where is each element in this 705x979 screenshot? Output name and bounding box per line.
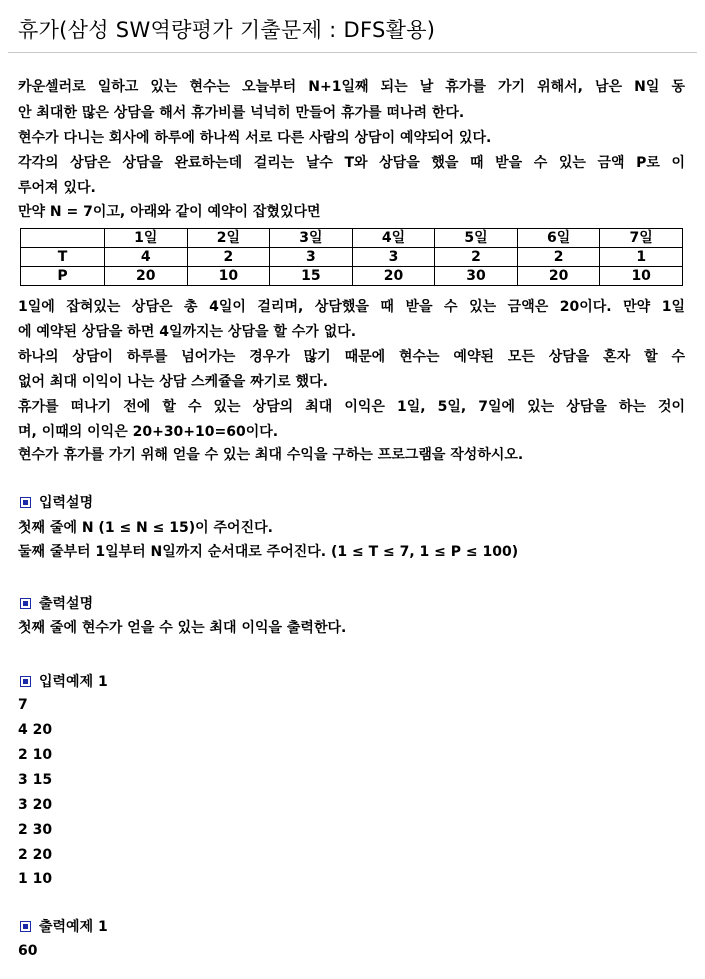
input-example-line: 2 20 — [18, 847, 53, 863]
explanation-line5: 휴가를 떠나기 전에 할 수 있는 상담의 최대 이익은 1일, 5일, 7일에 있는 상담을 하는 것이 — [18, 399, 685, 415]
table-cell: 3 — [270, 248, 353, 267]
title-divider — [8, 52, 697, 53]
table-cell: 10 — [187, 267, 270, 286]
description-para2: 현수가 다니는 회사에 하루에 하나씩 서로 다른 사람의 상담이 예약되어 있다. — [18, 130, 492, 146]
explanation-line6: 며, 이때의 이익은 20+30+10=60이다. — [18, 424, 279, 440]
description-para3-line1: 각각의 상담은 상담을 완료하는데 걸리는 날수 T와 상담을 했을 때 받을 수 있는 금액 P로 이 — [18, 155, 685, 171]
table-cell: 2 — [187, 248, 270, 267]
table-cell: 15 — [270, 267, 353, 286]
output-description-line1: 첫째 줄에 현수가 얻을 수 있는 최대 이익을 출력한다. — [18, 620, 347, 636]
table-cell: 2 — [517, 248, 600, 267]
input-description-line1: 첫째 줄에 N (1 ≤ N ≤ 15)이 주어진다. — [18, 520, 273, 536]
section-square-icon — [20, 598, 31, 609]
output-example-heading-label: 출력예제 1 — [39, 919, 108, 935]
explanation-line7: 현수가 휴가를 가기 위해 얻을 수 있는 최대 수익을 구하는 프로그램을 작성하시오. — [18, 447, 524, 463]
table-row-p — [21, 267, 683, 286]
table-day-header: 5일 — [435, 229, 518, 248]
explanation-line1: 1일에 잡혀있는 상담은 총 4일이 걸리며, 상담했을 때 받을 수 있는 금액은 20이다. 만약 1일 — [18, 299, 685, 315]
input-description-heading — [20, 494, 93, 512]
input-heading-label: 입력설명 — [39, 495, 94, 511]
input-example-heading — [20, 673, 108, 691]
input-example-line: 3 15 — [18, 772, 53, 788]
input-example-line: 2 10 — [18, 747, 53, 763]
table-cell: 10 — [600, 267, 683, 286]
input-example-line: 1 10 — [18, 871, 53, 887]
table-day-header: 2일 — [187, 229, 270, 248]
explanation-line4: 없어 최대 이익이 나는 상담 스케쥴을 짜기로 했다. — [18, 374, 328, 390]
table-cell: 20 — [352, 267, 435, 286]
output-example-heading — [20, 918, 108, 936]
table-cell: 20 — [517, 267, 600, 286]
input-example-line: 4 20 — [18, 722, 53, 738]
output-example-line: 60 — [18, 943, 38, 959]
table-day-header: 7일 — [600, 229, 683, 248]
input-example-line: 2 30 — [18, 822, 53, 838]
table-row-label: P — [21, 267, 105, 286]
table-row-label: T — [21, 248, 105, 267]
description-para1-line2: 안 최대한 많은 상담을 해서 휴가비를 넉넉히 만들어 휴가를 떠나려 한다. — [18, 105, 465, 121]
description-para3-line2: 루어져 있다. — [18, 180, 96, 196]
schedule-table — [20, 228, 683, 286]
table-cell: 30 — [435, 267, 518, 286]
input-example-line: 7 — [18, 697, 28, 713]
section-square-icon — [20, 497, 31, 508]
table-cell: 4 — [105, 248, 188, 267]
table-header-blank — [21, 229, 105, 248]
table-day-header: 6일 — [517, 229, 600, 248]
explanation-line3: 하나의 상담이 하루를 넘어가는 경우가 많기 때문에 현수는 예약된 모든 상담을 혼자 할 수 — [18, 349, 685, 365]
output-description-heading — [20, 595, 93, 613]
table-day-header: 4일 — [352, 229, 435, 248]
section-square-icon — [20, 921, 31, 932]
table-cell: 20 — [105, 267, 188, 286]
input-description-line2: 둘째 줄부터 1일부터 N일까지 순서대로 주어진다. (1 ≤ T ≤ 7, 1 ≤ P ≤ 100) — [18, 544, 519, 560]
explanation-line2: 에 예약된 상담을 하면 4일까지는 상담을 할 수가 없다. — [18, 324, 357, 340]
input-example-heading-label: 입력예제 1 — [39, 674, 108, 690]
section-square-icon — [20, 676, 31, 687]
table-cell: 2 — [435, 248, 518, 267]
table-day-header: 1일 — [105, 229, 188, 248]
description-para1-line1: 카운셀러로 일하고 있는 현수는 오늘부터 N+1일째 되는 날 휴가를 가기 위해서, 남은 N일 동 — [18, 79, 685, 95]
output-heading-label: 출력설명 — [39, 596, 94, 612]
page-title: 휴가(삼성 SW역량평가 기출문제 : DFS활용) — [18, 18, 436, 42]
input-example-line: 3 20 — [18, 797, 53, 813]
table-row-t — [21, 248, 683, 267]
table-header-row — [21, 229, 683, 248]
description-para4: 만약 N = 7이고, 아래와 같이 예약이 잡혔있다면 — [18, 204, 321, 220]
table-cell: 3 — [352, 248, 435, 267]
table-cell: 1 — [600, 248, 683, 267]
table-day-header: 3일 — [270, 229, 353, 248]
